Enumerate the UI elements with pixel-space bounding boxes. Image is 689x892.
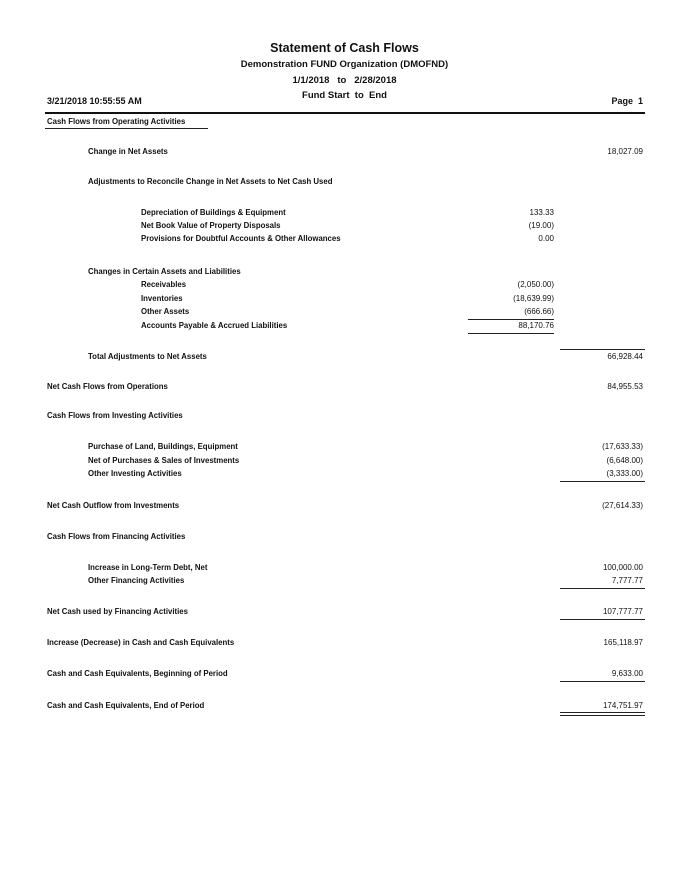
increase-cash-label: Increase (Decrease) in Cash and Cash Equivalents (47, 638, 235, 647)
net-operations-label: Net Cash Flows from Operations (47, 382, 168, 391)
list-item-value: (3,333.00) (606, 469, 643, 478)
change-net-assets-value: 18,027.09 (607, 147, 643, 156)
subtotal-rule (468, 319, 554, 320)
total-adjustments-label: Total Adjustments to Net Assets (88, 352, 207, 361)
list-item-label: Other Investing Activities (88, 469, 182, 478)
list-item-label: Net of Purchases & Sales of Investments (88, 456, 240, 465)
header-rule (45, 112, 645, 114)
increase-cash-value: 165,118.97 (603, 638, 643, 647)
section-operating: Cash Flows from Operating Activities (47, 117, 186, 126)
net-financing-label: Net Cash used by Financing Activities (47, 607, 188, 616)
list-item-label: Increase in Long-Term Debt, Net (88, 563, 208, 572)
list-item-value: 133.33 (529, 208, 554, 217)
list-item-label: Other Financing Activities (88, 576, 185, 585)
report-timestamp: 3/21/2018 10:55:55 AM (47, 96, 142, 106)
changes-heading: Changes in Certain Assets and Liabilities (88, 267, 241, 276)
section-financing: Cash Flows from Financing Activities (47, 532, 186, 541)
total-adjustments-value: 66,928.44 (607, 352, 643, 361)
list-item-value: (6,648.00) (606, 456, 643, 465)
beginning-cash-label: Cash and Cash Equivalents, Beginning of Period (47, 669, 228, 678)
list-item-label: Receivables (141, 280, 187, 289)
list-item-label: Purchase of Land, Buildings, Equipment (88, 442, 238, 451)
page-number: Page 1 (611, 96, 643, 106)
section-underline (45, 128, 208, 129)
list-item-label: Provisions for Doubtful Accounts & Other Allowances (141, 234, 341, 243)
list-item-value: (19.00) (528, 221, 554, 230)
list-item-label: Accounts Payable & Accrued Liabilities (141, 321, 288, 330)
fund-range: Fund Start to End (302, 90, 387, 101)
list-item-value: (666.66) (524, 307, 554, 316)
list-item-label: Net Book Value of Property Disposals (141, 221, 281, 230)
date-range: 1/1/2018 to 2/28/2018 (292, 75, 397, 86)
list-item-value: 88,170.76 (518, 321, 554, 330)
beginning-cash-value: 9,633.00 (611, 669, 643, 678)
list-item-value: 7,777.77 (611, 576, 643, 585)
list-item-value: (17,633.33) (602, 442, 643, 451)
list-item-value: 0.00 (538, 234, 554, 243)
list-item-value: 100,000.00 (602, 563, 643, 572)
report-title: Statement of Cash Flows (270, 41, 419, 55)
subtotal-rule (560, 619, 645, 620)
net-financing-value: 107,777.77 (602, 607, 643, 616)
double-underline (560, 712, 645, 716)
section-investing: Cash Flows from Investing Activities (47, 411, 183, 420)
subtotal-rule (560, 349, 645, 350)
subtotal-rule (468, 333, 554, 334)
net-operations-value: 84,955.53 (607, 382, 643, 391)
list-item-label: Depreciation of Buildings & Equipment (141, 208, 286, 217)
net-investing-value: (27,614.33) (602, 501, 643, 510)
list-item-value: (2,050.00) (517, 280, 554, 289)
adjustments-heading: Adjustments to Reconcile Change in Net Assets to Net Cash Used (88, 177, 333, 186)
ending-cash-value: 174,751.97 (602, 701, 643, 710)
subtotal-rule (560, 481, 645, 482)
net-investing-label: Net Cash Outflow from Investments (47, 501, 180, 510)
subtotal-rule (560, 588, 645, 589)
list-item-label: Inventories (141, 294, 183, 303)
ending-cash-label: Cash and Cash Equivalents, End of Period (47, 701, 205, 710)
change-net-assets-label: Change in Net Assets (88, 147, 168, 156)
list-item-value: (18,639.99) (513, 294, 554, 303)
list-item-label: Other Assets (141, 307, 190, 316)
organization-name: Demonstration FUND Organization (DMOFND) (240, 59, 449, 70)
subtotal-rule (560, 681, 645, 682)
